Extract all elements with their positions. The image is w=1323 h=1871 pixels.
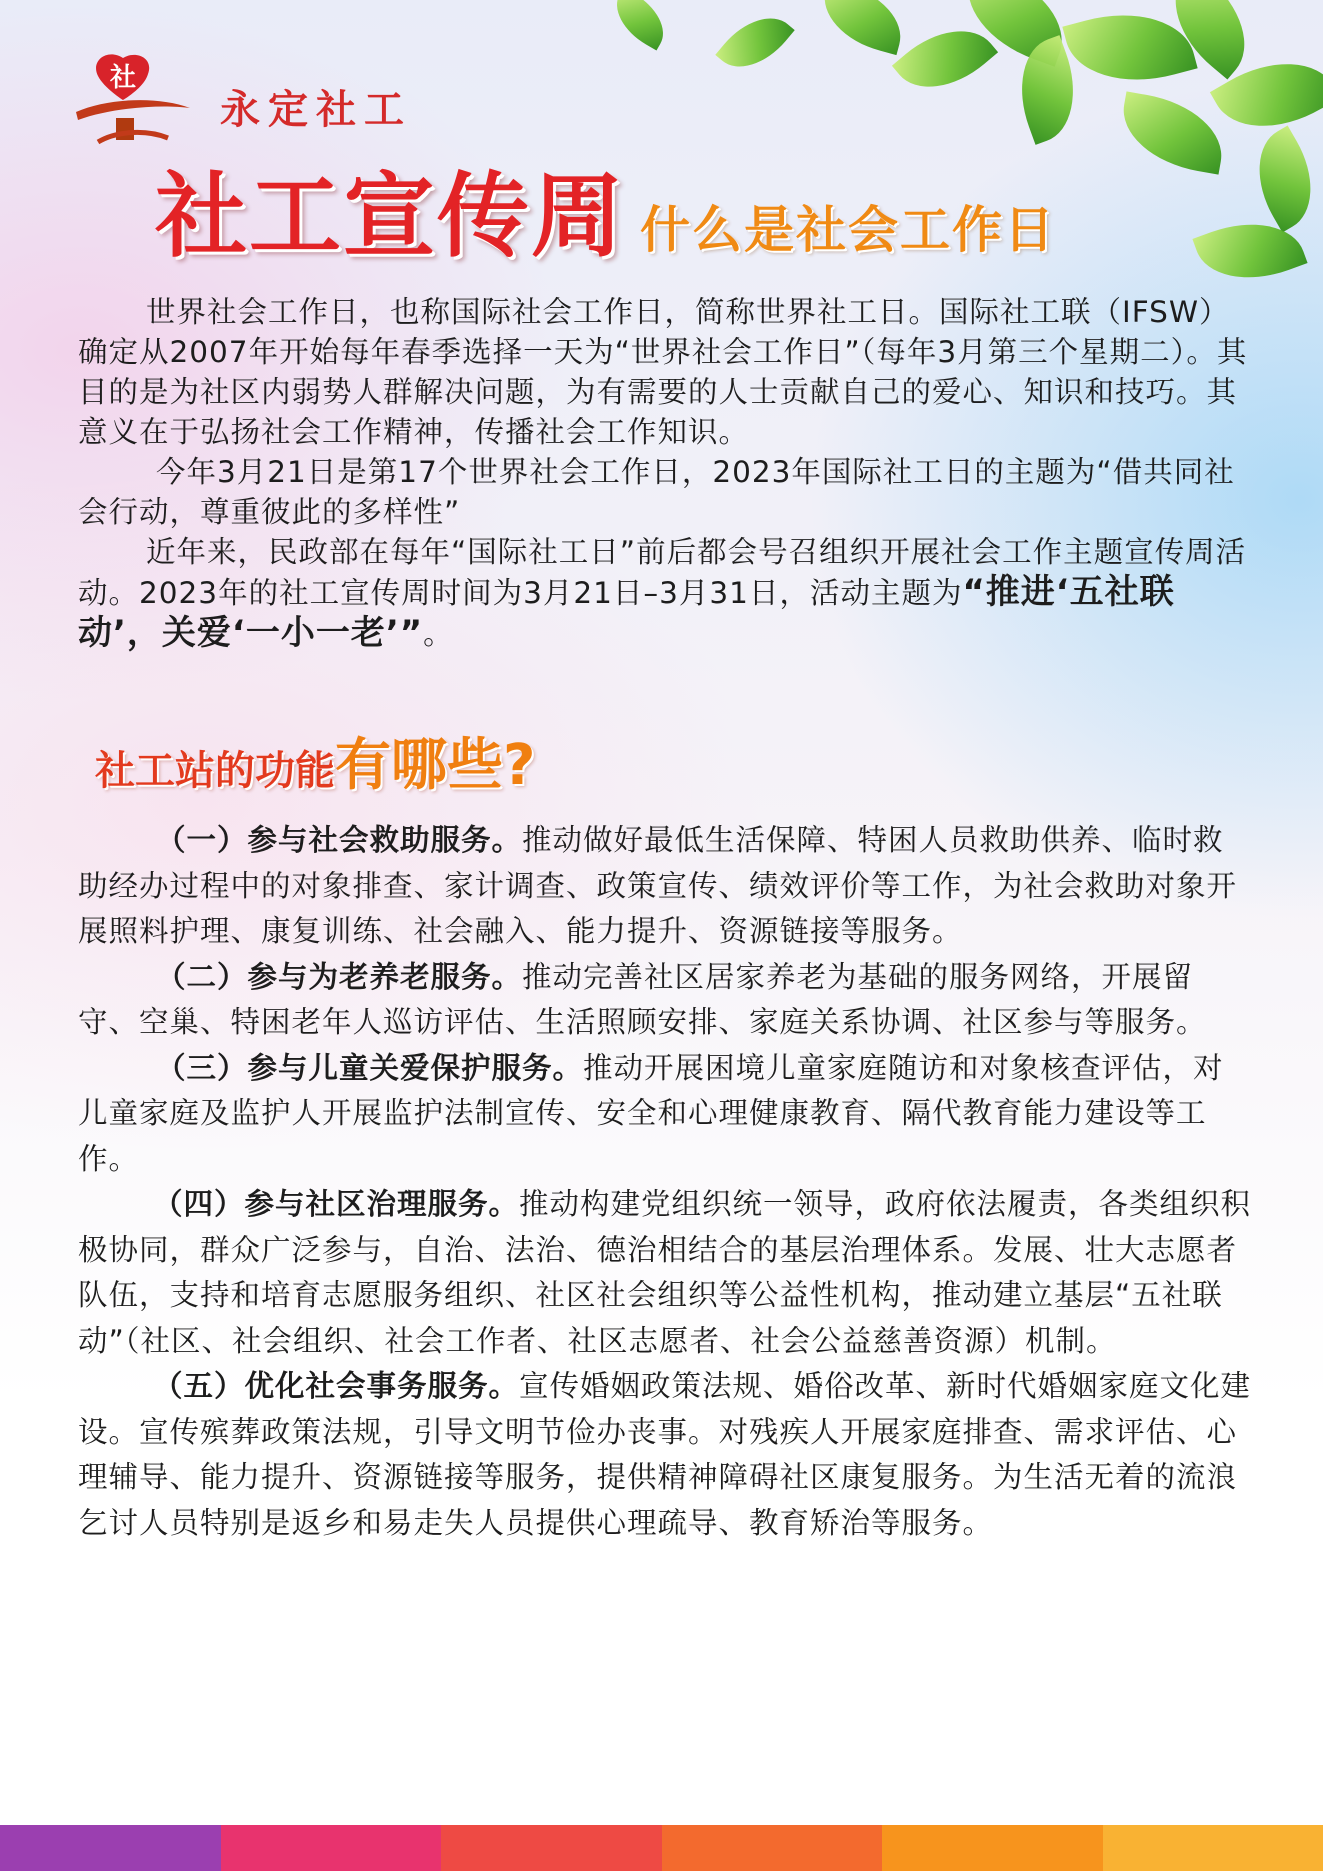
- list-item: [78, 818, 1253, 955]
- intro-paragraph-3-lead: 近年来，民政部在每年“国际社工日”前后都会号召组织开展社会工作主题宣传周活动。2023年的社工宣传周时间为3月21日–3月31日，活动主题为: [78, 535, 1247, 610]
- leaf-decoration: [600, 0, 1323, 330]
- logo-icon: [68, 50, 198, 145]
- page-subtitle: 什么是社会工作日: [640, 201, 1056, 259]
- page-title: 社工宣传周: [155, 162, 626, 270]
- item-heading: （五）优化社会事务服务。: [153, 1369, 520, 1403]
- item-text: 推动开展困境儿童家庭随访和对象核查评估，对儿童家庭及监护人开展监护法制宣传、安全和心理健康教育、隔代教育能力建设等工作。: [78, 1050, 1224, 1176]
- section-title: [95, 733, 536, 798]
- item-text: 宣传婚姻政策法规、婚俗改革、新时代婚姻家庭文化建设。宣传殡葬政策法规，引导文明节俭办丧事。对残疾人开展家庭排查、需求评估、心理辅导、能力提升、资源链接等服务，提供精神障碍社区康复服务。为生活无着的流浪乞讨人员特别是返乡和易走失人员提供心理疏导、教育矫治等服务。: [78, 1369, 1252, 1540]
- brand-name: 永定社工: [220, 86, 412, 133]
- bar-segment: [882, 1825, 1103, 1871]
- section-title-part1: 社工站的功能: [95, 748, 335, 794]
- list-item: [78, 1182, 1253, 1364]
- bar-segment: [1103, 1825, 1323, 1871]
- bar-segment: [662, 1825, 883, 1871]
- intro-section: [78, 292, 1248, 654]
- item-text: 推动做好最低生活保障、特困人员救助供养、临时救助经办过程中的对象排查、家计调查、政策宣传、绩效评价等工作，为社会救助对象开展照料护理、康复训练、社会融入、能力提升、资源链接等服务。: [78, 823, 1238, 948]
- bottom-color-bar: [0, 1825, 1323, 1871]
- item-heading: （四）参与社区治理服务。: [153, 1187, 520, 1221]
- list-item: [78, 1046, 1253, 1183]
- function-list: [78, 818, 1253, 1546]
- activity-theme: “推进‘五社联动’，关爱‘一小一老’”: [78, 572, 1175, 653]
- list-item: [78, 955, 1253, 1046]
- item-heading: （三）参与儿童关爱保护服务。: [156, 1050, 584, 1085]
- list-item: [78, 1364, 1253, 1546]
- bar-segment: [221, 1825, 442, 1871]
- item-heading: （二）参与为老养老服务。: [156, 959, 523, 994]
- bar-segment: [0, 1825, 221, 1871]
- bar-segment: [441, 1825, 662, 1871]
- intro-paragraph-1: 世界社会工作日，也称国际社会工作日，简称世界社工日。国际社工联（IFSW）确定从2007年开始每年春季选择一天为“世界社会工作日”（每年3月第三个星期二）。其目的是为社区内弱势人群解决问题，为有需要的人士贡献自己的爱心、知识和技巧。其意义在于弘扬社会工作精神，传播社会工作知识。: [78, 295, 1248, 449]
- section-title-part2: 有哪些?: [335, 733, 536, 798]
- intro-paragraph-2: 今年3月21日是第17个世界社会工作日，2023年国际社工日的主题为“借共同社会行动，尊重彼此的多样性”: [78, 455, 1235, 529]
- item-heading: （一）参与社会救助服务。: [156, 823, 523, 857]
- item-text: 推动完善社区居家养老为基础的服务网络，开展留守、空巢、特困老年人巡访评估、生活照顾安排、家庭关系协调、社区参与等服务。: [78, 959, 1207, 1039]
- item-text: 推动构建党组织统一领导，政府依法履责，各类组织积极协同，群众广泛参与，自治、法治、德治相结合的基层治理体系。发展、壮大志愿者队伍，支持和培育志愿服务组织、社区社会组织等公益性机构，推动建立基层“五社联动”（社区、社会组织、社会工作者、社区志愿者、社会公益慈善资源）机制。: [78, 1187, 1252, 1358]
- intro-paragraph-3: [78, 532, 1248, 654]
- intro-paragraph-3-end: 。: [423, 617, 454, 651]
- svg-text:社: 社: [109, 63, 137, 93]
